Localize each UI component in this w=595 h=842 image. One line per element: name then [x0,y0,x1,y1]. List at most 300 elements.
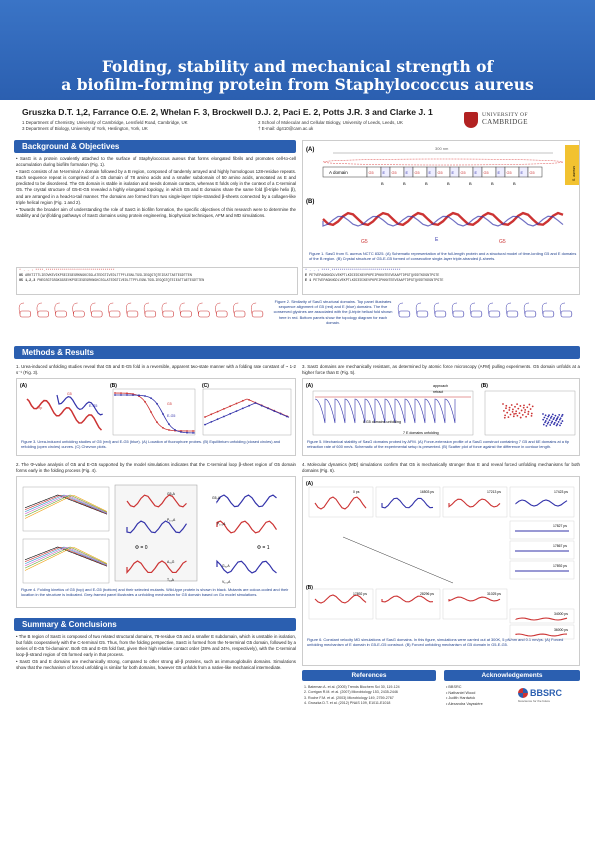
fig5b-point-g5 [524,409,526,411]
fig4-site-label: G5₁A [167,492,175,496]
e-topology-strand [543,311,554,317]
fig5b-point-g5 [528,411,530,413]
fig5b-point-g5 [520,417,522,419]
ack-item: • Alexandra Vayssière [446,701,483,706]
fig4-chevron-curve [25,495,107,513]
topology-diagram-e [395,297,580,335]
fig5-approach-label: approach [433,384,448,388]
fig3b-point [144,401,146,403]
b-repeat-label: B [381,181,384,186]
fig5b-point-g5 [509,407,511,409]
reference-item: 2. Corrigan R.M. et al. (2007) Microbiology 153, 2435-2446 [304,690,398,695]
fig1-label-a: (A) [306,147,315,153]
reference-item: 3. Roche F.M. et al. (2003) Microbiology 149, 2759-2767 [304,695,394,700]
summary-bullet-1: • The B region of SasG is composed of two related structural domains, 78-residue G5 and a smaller E subdomain, which is unstable in isolation, but folds cooperatively with the C-terminal G5. Thus, from the folding perspective, SasG is formed from the N-terminal G5 domain, followed by a series of E-G5 'bi-domains'. Both G5 and E-G5 fold fast, given their high relative contact order (38% and 24%, respectively), with the C-terminal loop-β-strand region of G5 formed early in that process. [16,634,296,658]
fig5b-point-g5 [531,415,533,417]
figure-6 [302,476,580,666]
fig3b-curve [115,393,195,431]
background-bullet-3: • Towards the broader aim of understanding the role of SasG in biofilm formation, the specific objectives of this research were to determine the stability and (un)folding pathways of SasG domains using protein engineering, biophysical techniques, AFM and MD simulations. [16,206,296,218]
alignment-id: G5 [19,274,24,278]
g5-topology-loop [37,303,42,314]
e-topology-strand [489,311,500,317]
fig3b-point [126,392,128,394]
g5-topology-strand [38,311,49,317]
fig3c-point [248,405,250,407]
background-text [16,156,296,220]
fig3b-point [162,413,164,415]
g5-topology-loop [162,303,167,314]
e-topology-strand [471,311,482,317]
sequence-alignment-left [16,267,298,295]
fig4-site-label: A₃₁G [167,560,175,564]
summary-text [16,634,296,673]
fig5b-point-e [559,425,561,427]
university-crest-logo [464,112,478,128]
fig3c-point [217,411,219,413]
fig3b-point [162,427,164,429]
fig3b-point [120,394,122,396]
repeat-label: G5 [437,171,443,175]
fig1-strip-label: S. aureus [572,166,576,181]
e-topology-strand [507,311,518,317]
fig5b-point-e [562,414,564,416]
fig5b-point-g5 [522,414,524,416]
fig3c-point [210,413,212,415]
g5-topology-loop [108,303,113,314]
title-line-1: Folding, stability and mechanical strength of [101,57,494,76]
fig5b-point-g5 [526,406,528,408]
acknowledgements-list [446,685,506,707]
repeat-label: E [451,171,455,175]
fig5b-point-e [560,417,562,419]
fig3c-point [229,413,231,415]
fig6-ribbon [449,499,500,507]
fig5b-point-e [546,425,548,427]
g5-topology-loop [198,303,203,314]
figure-6-caption: Figure 6. Constant velocity MD simulations of SasG domains. In this figure, simulations were carried out at 300K, 5 pN/nm and 0.1 nm/ps. (A) Forced unfolding mechanism of E domain in G5-E-G5 construct. (B) Forced unfolding mechanism of G5 domain in G5-E-G5. [307,637,564,648]
alignment-header: * . . : ****.********************************** [305,269,401,273]
fig3c-point [204,424,206,426]
e-topology-loop [398,303,403,314]
fig6-label-a: (A) [306,481,313,487]
fig5b-point-e [545,420,547,422]
fig3c-curve [205,399,289,417]
b-repeat-label: B [403,181,406,186]
fig3-tag-g5-b: G5 [167,402,172,406]
fig5b-point-g5 [531,413,533,415]
fig3-label-c: (C) [202,383,209,389]
g5-topology-loop [19,303,24,314]
g5-topology-strand [145,311,156,317]
fig4-chevron-curve [25,496,107,519]
g5-topology-loop [55,303,60,314]
title-banner [0,0,595,100]
fig5b-point-g5 [510,414,512,416]
e-topology-loop [524,303,529,314]
fig6-time: 36000 ps [554,628,568,632]
fig5b-point-g5 [514,406,516,408]
fig5b-point-g5 [517,408,519,410]
alignment-id: E [305,274,308,278]
fig6-time: 34000 ps [554,612,568,616]
figure-3 [16,378,296,456]
fig5b-point-g5 [513,415,515,417]
fig5b-point-g5 [511,404,513,406]
fig5b-point-g5 [527,413,529,415]
g5-topology-loop [91,303,96,314]
fig6-time: 16503 ps [420,490,434,494]
fig3c-point [236,410,238,412]
fig5b-point-e [543,424,545,426]
figure-4 [16,476,296,608]
fig5b-point-e [562,420,564,422]
fig4-site-label: V₁₀₂A [222,580,231,584]
e-topology-loop [434,303,439,314]
g5-topology-loop [251,303,256,314]
fig3b-point [168,429,170,431]
fig4-chevron-curve [25,547,107,565]
fig1-label-b: (B) [306,199,315,205]
fig3b-point [156,421,158,423]
e-topology-loop [488,303,493,314]
fig5b-point-g5 [504,414,506,416]
e-topology-strand [417,311,428,317]
fig3c-point [242,400,244,402]
g5-topology-strand [199,311,210,317]
sequence-alignment-right [302,267,580,295]
fig5b-point-e [551,416,553,418]
fig6-time: 17892 ps [553,564,567,568]
e-topology-loop [506,303,511,314]
g5-topology-loop [73,303,78,314]
repeat-label: G5 [460,171,466,175]
fig5b-point-e [554,422,556,424]
fig4-site-label: G₃₂A [222,564,230,568]
fig5b-point-e [548,421,550,423]
fig5b-point-g5 [525,416,527,418]
e-topology-strand [453,311,464,317]
fig3c-point [223,408,225,410]
fig5b-point-e [557,416,559,418]
e-topology-strand [399,311,410,317]
fig5b-point-e [542,413,544,415]
repeat-label: E [520,171,524,175]
e-topology-loop [416,303,421,314]
b-repeat-label: B [425,181,428,186]
references-header: References [302,670,436,681]
fig6-time: 17867 ps [553,544,567,548]
fig1-scale-label: 300 nm [435,146,449,151]
fig5b-point-g5 [506,412,508,414]
fig5b-point-g5 [515,410,517,412]
fig3-tag-g5-a: G5 [67,392,72,396]
g5-topology-loop [233,303,238,314]
fig5b-point-g5 [516,403,518,405]
university-line-1: UNIVERSITY OF [482,112,528,118]
affiliation-email: † E-mail: dg410@cam.ac.uk [258,126,314,132]
repeat-label: G5 [483,171,489,175]
a-domain-label: A domain [329,170,348,175]
figure-5 [302,378,580,456]
repeat-label: G5 [529,171,535,175]
g5-topology-strand [20,311,31,317]
fig3b-point [144,395,146,397]
alignment-row [305,279,577,284]
fig4-site-label: P₁₀₂A [217,522,226,526]
fig3c-point [261,405,263,407]
fig3b-point [186,432,188,434]
fig3b-point [114,394,116,396]
alignment-seq: PETVEPAGKNGDLVEKPTLKDIEDIKEVPKPEIPKKNTEEVEAAPTDPGTQVDDTKDGNTPGTE [309,274,440,278]
e-topology-strand [435,311,446,317]
fig4-phi-1: Φ = 1 [257,545,270,551]
fig5b-point-e [556,418,558,420]
poster-title [40,58,555,94]
e-topology-loop [470,303,475,314]
figure-2-caption: Figure 2. Similarity of SasG structural domains. Top panel illustrates sequence alignment of G5 (red) and E (blue) domains. The five conserved glycines are associated with the β-triple helical fold shown here in red. Bottom panels show the topology diagram for each domain. [273,299,393,325]
fig5b-point-g5 [508,416,510,418]
fig3c-point [280,413,282,415]
fig5b-point-g5 [508,409,510,411]
fig5b-point-e [557,423,559,425]
fig5-label-a: (A) [306,383,313,389]
g5-topology-strand [234,311,245,317]
summary-bullet-2: • SasG G5 and E domains are mechanically strong, compared to other strong all-β proteins, such as immunoglobulin domains. Simulations show that the mechanism of forced unfolding is similar for both domains, however G5 unfolds from a native-like mechanical intermediate. [16,659,296,671]
background-header: Background & Objectives [14,140,296,153]
background-bullet-2: • SasG consists of an N-terminal A domain followed by a B region, composed of tandemly arrayed and highly homologous 128-residue repeats. Each sequence repeat is comprised of a G5 domain of 78 amino acids and a smaller subdomain of 50 amino acids, annotated as E and predicted to be disordered. The G5 domain is stable in isolation and needs domain contacts, whereas E folds only in the context of a C-terminal G5. The crystal structure of G5-E-G5 revealed a highly elongated topology, in which G5 and E domains share the same fold (β-triple helix β), and are arranged in a head-to-tail manner. The domains are formed from two single-layer triple-stranded β-sheets connected by a collagen-like triple helical region (Fig. 1 and 2). [16,169,296,205]
g5-topology-loop [216,303,221,314]
fig4-phi-0: Φ = 0 [135,545,148,551]
repeat-label: E [428,171,432,175]
fig6-ribbon [382,498,433,508]
affiliation-3: 3 Department of Biology, University of York, Heslington, York, UK [22,126,148,132]
fig5b-point-g5 [502,403,504,405]
fig6-plot-line [343,537,453,583]
background-bullet-1: • SasG is a protein covalently attached to the surface of Staphylococcus aureus that forms elongated fibrils and promotes cell-to-cell accumulation during biofilm formation (Fig. 1). [16,156,296,168]
bbsrc-logo [518,688,574,703]
fig5-e-label: 7 E domains unfolding [403,431,439,435]
fig3-label-a: (A) [20,383,27,389]
fig5b-point-e [551,421,553,423]
fig5-g5-label: 8 G5 domains unfolding [363,420,401,424]
result-4-text: 4. Molecular dynamics (MD) simulations confirm that G5 is mechanically stronger than E and reveal forced unfolding mechanisms for both domains (Fig. 6). [302,462,580,474]
alignment-header: * . . : ****.********************************** [19,269,115,273]
fig5b-point-g5 [529,404,531,406]
fig6-ribbon [449,597,500,601]
repeat-label: G5 [506,171,512,175]
fig3c-point [248,399,250,401]
fig4-chevron-curve [25,548,107,571]
methods-results-header: Methods & Results [14,346,580,359]
fig3c-point [242,408,244,410]
fig3-tag-eg5-a: E-G5 [89,404,98,408]
b-repeat-label: B [469,181,472,186]
fig3b-point [150,397,152,399]
fig3b-point [120,392,122,394]
fig3b-point [138,394,140,396]
fig1-g5-right: G5 [499,239,506,245]
fig3-label-b: (B) [110,383,117,389]
fig6-time: 28296 ps [420,592,434,596]
fig3-tag-eg5-b: E-G5 [167,414,176,418]
references-list [304,685,436,707]
repeat-label: G5 [368,171,374,175]
fig5b-point-e [552,413,554,415]
ack-item: • Judith Hardwick [446,696,476,701]
fig6-ribbon [382,596,433,602]
repeat-label: G5 [391,171,397,175]
fig3b-point [150,411,152,413]
alignment-id: G5 1,2,3 [19,279,36,283]
fig6-ribbon [516,618,567,620]
affiliations-right [258,120,463,133]
fig3c-point [223,416,225,418]
fig3b-point [168,423,170,425]
fig3c-point [217,418,219,420]
fig3b-point [174,429,176,431]
fig5b-point-g5 [504,417,506,419]
fig5b-point-e [549,424,551,426]
fig5a-axes [313,391,473,435]
fig1-g5-left: G5 [361,239,368,245]
reference-item: 1. Bateman A. et al. (2005) Trends Biochem Sci 30, 119-124 [304,685,400,689]
fig5b-point-g5 [519,412,521,414]
g5-topology-strand [127,311,138,317]
fig5b-axes [485,391,575,435]
e-topology-loop [452,303,457,314]
fig5b-point-e [553,417,555,419]
g5-topology-strand [216,311,227,317]
fig3c-point [255,402,257,404]
fig3b-point [192,430,194,432]
e-topology-strand [525,311,536,317]
fig5b-point-g5 [532,405,534,407]
fig5b-point-g5 [505,405,507,407]
crystal-structure-helix [323,213,563,226]
result-1-text: 1. Urea-induced unfolding studies reveal that G5 and E-G5 fold in a reversible, apparent two-state manner with a folding rate constant of ~ 1-2 s⁻¹ (Fig. 3). [16,364,296,376]
fig5b-point-e [545,414,547,416]
fig5-label-b: (B) [481,383,488,389]
fig5b-point-g5 [524,411,526,413]
alignment-id: E 1 [305,279,312,283]
fig3b-point [114,392,116,394]
fig5b-point-g5 [520,405,522,407]
fig5b-point-e [549,419,551,421]
topology-diagram-g5 [16,297,272,335]
fig3b-point [192,432,194,434]
g5-topology-strand [109,311,120,317]
fig3b-point [180,431,182,433]
ack-item: • BBSRC [446,685,462,689]
b-repeat-label: B [491,181,494,186]
fig3c-point [204,416,206,418]
fig3b-point [186,430,188,432]
fig6-time: 17423 ps [554,490,568,494]
alignment-seq: PETVEPAGKNGDLVEKPTLKDIEDIKEVPKPEIPKKNTEEVEAAPTDPGTQVDDTKDGNTPGTE [313,279,444,283]
fig5b-point-g5 [521,410,523,412]
fig5-retract-label: retract [433,390,444,394]
fig4-site-label: G5₂A [212,496,221,500]
fig3c-point [267,408,269,410]
domain-strip [323,167,542,186]
fig3b-point [132,394,134,396]
authors: Gruszka D.T. 1,2, Farrance O.E. 2, Whelan F. 3, Brockwell D.J. 2, Paci E. 2, Potts J.R. 3 and Clarke J. 1 [22,107,433,117]
fig3b-curve [115,395,195,433]
reference-item: 4. Gruszka D.T. et al. (2012) PNAS 109, E1011-E1018 [304,701,391,706]
e-topology-strand [561,311,572,317]
fig5b-point-e [558,421,560,423]
fig5b-point-g5 [515,413,517,415]
repeat-label: E [474,171,478,175]
fig3c-point [236,403,238,405]
ack-item: • Nathaniel Wood [446,690,476,695]
repeat-label: G5 [414,171,420,175]
bbsrc-mark-icon [518,688,528,698]
fig6-frame [309,487,373,517]
fig5b-point-e [555,415,557,417]
alignment-row [19,279,295,284]
fig5b-point-g5 [523,405,525,407]
g5-topology-strand [163,311,174,317]
fig3c-point [229,405,231,407]
fig5b-point-g5 [503,410,505,412]
fig4-site-label: T₆₁A [167,578,174,582]
fig6-time: 0 ps [353,490,360,494]
fig5b-point-e [542,419,544,421]
affiliation-2: 2 School of Molecular and Cellular Biology, University of Leeds, Leeds, UK [258,120,403,125]
fig3b-point [126,394,128,396]
fig6-time: 17213 ps [487,490,501,494]
fig5b-point-e [560,422,562,424]
fig6-ribbon [315,497,366,509]
title-line-2: a biofilm-forming protein from Staphylococcus aureus [61,75,534,94]
fig3c-point [273,410,275,412]
repeat-label: E [405,171,409,175]
fig5b-point-g5 [513,413,515,415]
fig3b-point [156,403,158,405]
fig6-label-b: (B) [306,585,313,591]
summary-header: Summary & Conclusions [14,618,296,631]
e-topology-loop [560,303,565,314]
fig5b-point-g5 [523,407,525,409]
b-repeat-label: B [447,181,450,186]
bbsrc-logo-text: BBSRC [530,688,563,698]
fig5b-point-g5 [512,409,514,411]
fig5b-point-g5 [530,408,532,410]
fig5b-point-g5 [512,411,514,413]
g5-topology-strand [91,311,102,317]
repeat-label: E [497,171,501,175]
figure-1 [302,140,580,272]
g5-topology-loop [180,303,185,314]
university-name [482,112,528,126]
fig6-ribbon [516,500,567,506]
fig4-site-label: P₁₀₁A [167,518,176,522]
acknowledgements-header: Acknowledgements [444,670,580,681]
g5-topology-loop [126,303,131,314]
fig3c-point [210,421,212,423]
alignment-seq: ARKTITTLIEDVKEVIKPSEIEGEGRKNGKCSGLATEDGTIVEDLTTPFLEGNLTGSLIEGQGTQTEIEATTAETEGDTTEN [25,274,192,278]
figure-3-caption: Figure 3. Urea-induced unfolding studies of G5 (red) and E-G5 (blue). (A) Location of fluorophore probes. (B) Equilibrium unfolding (closed circles) and refolding (open circles) curves. (C) Chevron plots. [21,439,281,450]
g5-topology-strand [181,311,192,317]
g5-topology-strand [56,311,67,317]
fig3b-axes [113,389,195,435]
repeat-label: E [382,171,386,175]
fig3-tag-trp: Trp [37,406,43,410]
university-line-2: CAMBRIDGE [482,118,528,126]
fig5b-point-e [548,414,550,416]
fig5b-point-e [558,414,560,416]
